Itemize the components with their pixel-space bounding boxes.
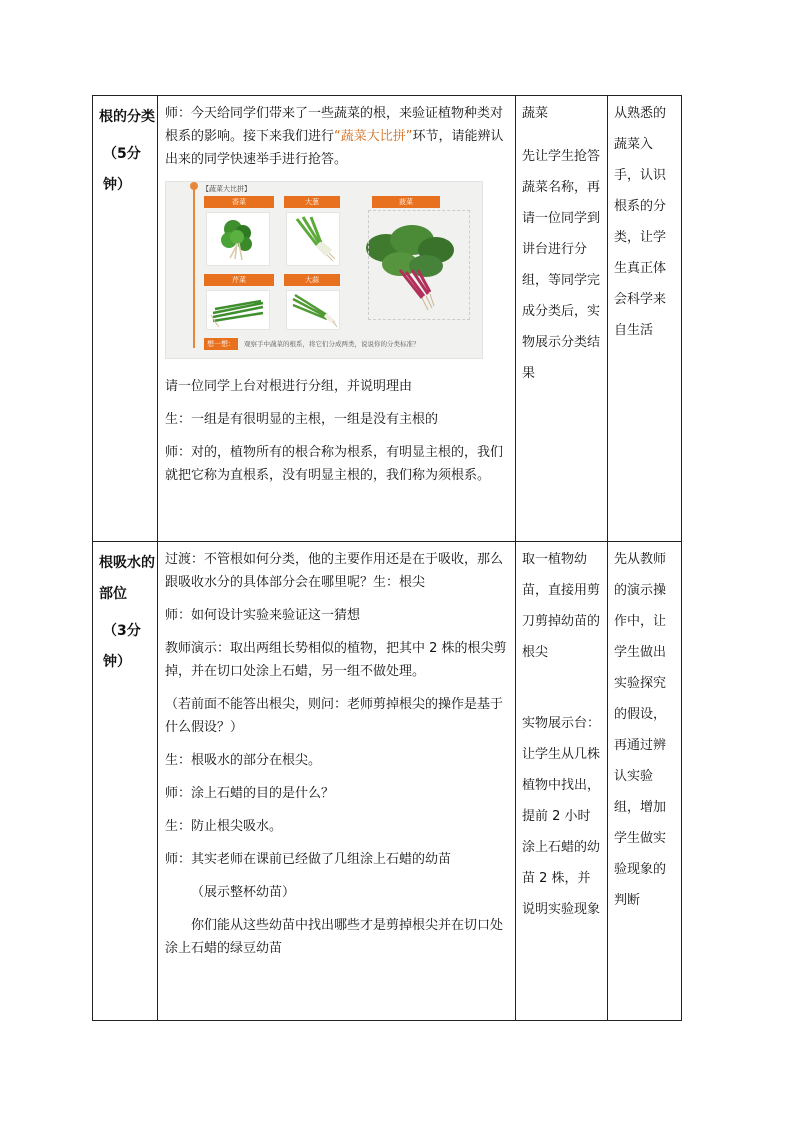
label-coriander: 香菜: [204, 196, 274, 208]
transition-text: 过渡：不管根如何分类，他的主要作用还是在于吸收，那么跟吸收水分的具体部分会在哪里呢？生：根尖: [165, 552, 504, 590]
stage-title: 根吸水的部位: [99, 555, 155, 602]
fallback-question: （若前面不能答出根尖，则问：老师剪掉根尖的操作是基于什么假设？）: [165, 697, 504, 735]
teacher-summary: 师：对的，植物所有的根合称为根系，有明显主根的，我们就把它称为直根系，没有明显主根的，我们称为须根系。: [165, 445, 504, 483]
label-celery: 芹菜: [204, 274, 274, 286]
table-row: [93, 542, 682, 1021]
stage-cell: [93, 542, 158, 1021]
activity-text: 先让学生抢答蔬菜名称，再请一位同学到讲台进行分组，等同学完成分类后，实物展示分类结果: [522, 149, 601, 381]
student-wax-answer: 生：防止根尖吸水。: [165, 819, 283, 834]
teaching-process-cell: [158, 96, 516, 542]
teacher-prepared: 师：其实老师在课前已经做了几组涂上石蜡的幼苗: [165, 852, 452, 867]
design-intent-cell: [608, 542, 682, 1021]
think-text: 观察手中蔬菜的根系，将它们分成两类，说说你的分类标准？: [244, 340, 420, 348]
label-spinach: 菠菜: [372, 196, 440, 208]
activity-demo: 取一植物幼苗，直接用剪刀剪掉幼苗的根尖: [522, 552, 601, 660]
stage-time: （5分钟）: [103, 146, 141, 193]
teacher-intro: 师：今天给同学们带来了一些蔬菜的根，来验证植物种类对根系的影响。接下来我们进行“蔬菜大比拼”环节，请能辨认出来的同学快速举手进行抢答。: [165, 106, 504, 167]
teacher-demo: 教师演示：取出两组长势相似的植物，把其中 2 株的根尖剪掉，并在切口处涂上石蜡，另一组不做处理。: [165, 641, 507, 679]
stage-time: （3分钟）: [103, 623, 141, 670]
think-label: 想一想：: [204, 338, 238, 350]
activity-label: 蔬菜: [522, 106, 549, 121]
student-activity-cell: [516, 542, 608, 1021]
teacher-wax-question: 师：涂上石蜡的目的是什么？: [165, 786, 335, 801]
vegetable-slide-image: [165, 181, 483, 359]
teacher-question: 师：如何设计实验来验证这一猜想: [165, 608, 361, 623]
stage-cell: [93, 96, 158, 542]
table-row: [93, 96, 682, 542]
stage-title: 根的分类: [99, 109, 155, 125]
label-scallion: 大葱: [284, 196, 340, 208]
dashed-frame: [368, 210, 470, 320]
teaching-process-cell: [158, 542, 516, 1021]
student-activity-cell: [516, 96, 608, 542]
student-hypothesis: 生：根吸水的部分在根尖。: [165, 753, 322, 768]
coriander-photo: [206, 212, 270, 266]
garlic-photo: [286, 290, 340, 330]
design-intent-text: 先从教师的演示操作中，让学生做出实验探究的假设，再通过辨认实验组，增加学生做实验现象的判断: [614, 552, 667, 908]
show-seedlings: （展示整杯幼苗）: [191, 885, 296, 900]
activity-display: 实物展示台：让学生从几株植物中找出，提前 2 小时涂上石蜡的幼苗 2 株，并说明实验现象: [522, 716, 601, 917]
design-intent-text: 从熟悉的蔬菜入手，认识根系的分类，让学生真正体会科学来自生活: [614, 106, 667, 338]
group-instruction: 请一位同学上台对根进行分组，并说明理由: [165, 379, 413, 394]
design-intent-cell: [608, 96, 682, 542]
slide-title: 【蔬菜大比拼】: [202, 185, 251, 193]
celery-photo: [206, 290, 270, 330]
timeline-line: [193, 186, 195, 348]
label-garlic: 大蒜: [284, 274, 340, 286]
student-answer: 生：一组是有很明显的主根，一组是没有主根的: [165, 412, 439, 427]
lesson-plan-table: [92, 95, 682, 1021]
timeline-dot: [190, 182, 198, 190]
scallion-photo: [286, 212, 340, 266]
identify-question: 你们能从这些幼苗中找出哪些才是剪掉根尖并在切口处涂上石蜡的绿豆幼苗: [165, 918, 504, 956]
